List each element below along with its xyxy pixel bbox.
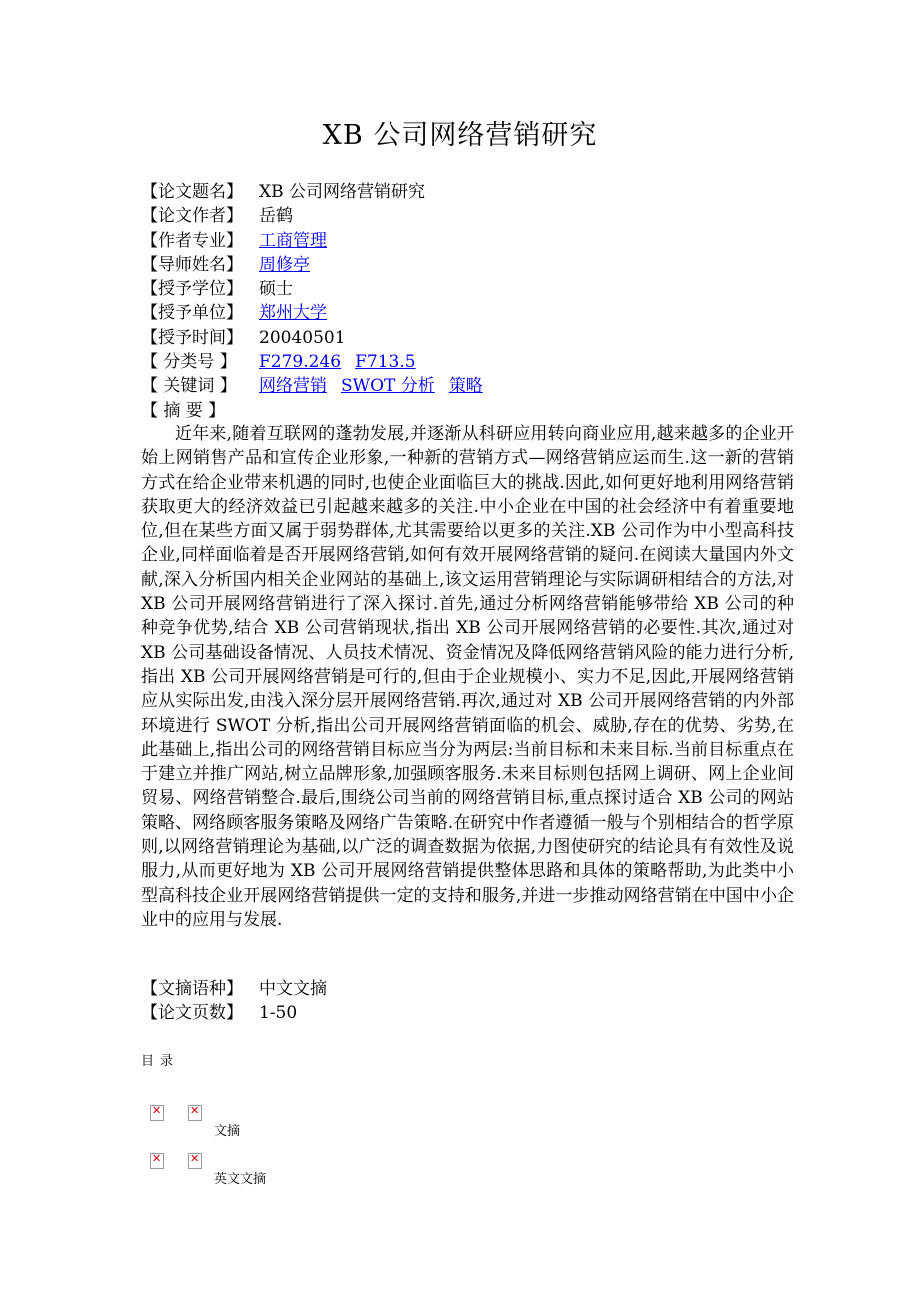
field-value: 中文文摘 (259, 979, 327, 999)
field-title (141, 180, 801, 204)
field-abstract-label (141, 399, 801, 423)
major-link[interactable]: 工商管理 (259, 230, 327, 251)
field-key: 【 关键词 】 (141, 376, 237, 397)
field-value: 岳鹤 (259, 206, 293, 227)
classification-link[interactable]: F279.246 (259, 352, 342, 373)
field-classification (141, 350, 801, 374)
field-value: 硕士 (259, 279, 293, 300)
metadata-list (141, 180, 801, 423)
field-key: 【论文题名】 (141, 182, 243, 202)
field-value: XB 公司网络营销研究 (259, 182, 425, 202)
keyword-link[interactable]: SWOT 分析 (341, 376, 435, 397)
field-key: 【授予单位】 (141, 303, 243, 324)
broken-image-icon (188, 1105, 202, 1121)
field-key: 【授予学位】 (141, 279, 243, 300)
page-title: XB 公司网络营销研究 (322, 120, 598, 151)
advisor-link[interactable]: 周修亭 (259, 254, 310, 275)
field-degree (141, 277, 801, 301)
field-language (141, 977, 801, 1001)
field-value: 1-50 (259, 1003, 298, 1024)
field-major (141, 229, 801, 253)
toc-item-english-abstract[interactable]: 英文文摘 (214, 1172, 267, 1187)
field-key: 【导师姓名】 (141, 254, 243, 275)
abstract-text: 近年来,随着互联网的蓬勃发展,并逐渐从科研应用转向商业应用,越来越多的企业开始上网销售产品和宣传企业形象,一种新的营销方式—网络营销应运而生.这一新的营销方式在给企业带来机遇的同时,也使企业面临巨大的挑战.因此,如何更好地利用网络营销获取更大的经济效益已引起越来越多的关注.中小企业在中国的社会经济中有着重要地位,但在某些方面又属于弱势群体,尤其需要给以更多的关注.XB 公司作为中小型高科技企业,同样面临着是否开展网络营销,如何有效开展网络营销的疑问.在阅读大量国内外文献,深入分析国内相关企业网站的基础上,该文运用营销理论与实际调研相结合的方法,对 XB 公司开展网络营销进行了深入探讨.首先,通过分析网络营销能够带给 XB 公司的种种竞争优势,结合 XB 公司营销现状,指出 XB 公司开展网络营销的必要性.其次,通过对 XB 公司基础设备情况、人员技术情况、资金情况及降低网络营销风险的能力进行分析,指出 XB 公司开展网络营销是可行的,但由于企业规模小、实力不足,因此,开展网络营销应从实际出发,由浅入深分层开展网络营销.再次,通过对 XB 公司开展网络营销的内外部环境进行 SWOT 分析,指出公司开展网络营销面临的机会、威胁,存在的优势、劣势,在此基础上,指出公司的网络营销目标应当分为两层:当前目标和未来目标.当前目标重点在于建立并推广网站,树立品牌形象,加强顾客服务.未来目标则包括网上调研、网上企业间贸易、网络营销整合.最后,围绕公司当前的网络营销目标,重点探讨适合 XB 公司的网站策略、网络顾客服务策略及网络广告策略.在研究中作者遵循一般与个别相结合的哲学原则,以网络营销理论为基础,以广泛的调查数据为依据,力图使研究的结论具有有效性及说服力,从而更好地为 XB 公司开展网络营销提供整体思路和具体的策略帮助,为此类中小型高科技企业开展网络营销提供一定的支持和服务,并进一步推动网络营销在中国中小企业中的应用与发展. (141, 424, 794, 930)
metadata-list-2 (141, 977, 801, 1026)
field-key: 【 摘 要 】 (141, 400, 226, 421)
field-key: 【作者专业】 (141, 230, 243, 251)
field-key: 【文摘语种】 (141, 979, 243, 999)
field-author (141, 204, 801, 228)
toc-item-abstract[interactable]: 文摘 (214, 1124, 241, 1139)
field-key: 【 分类号 】 (141, 352, 237, 373)
broken-image-icon (188, 1153, 202, 1169)
field-keywords (141, 374, 801, 398)
field-institution (141, 301, 801, 325)
field-pages (141, 1001, 801, 1025)
field-key: 【论文作者】 (141, 206, 243, 227)
field-date (141, 326, 801, 350)
field-value: 20040501 (259, 327, 346, 348)
field-advisor (141, 253, 801, 277)
keyword-link[interactable]: 策略 (448, 376, 483, 397)
classification-link[interactable]: F713.5 (355, 352, 416, 373)
keyword-link[interactable]: 网络营销 (259, 376, 327, 397)
institution-link[interactable]: 郑州大学 (259, 303, 327, 324)
broken-image-icon (150, 1105, 164, 1121)
broken-image-icon (150, 1153, 164, 1169)
field-key: 【授予时间】 (141, 327, 243, 348)
toc-title: 目录 (141, 1054, 180, 1069)
field-key: 【论文页数】 (141, 1003, 243, 1024)
